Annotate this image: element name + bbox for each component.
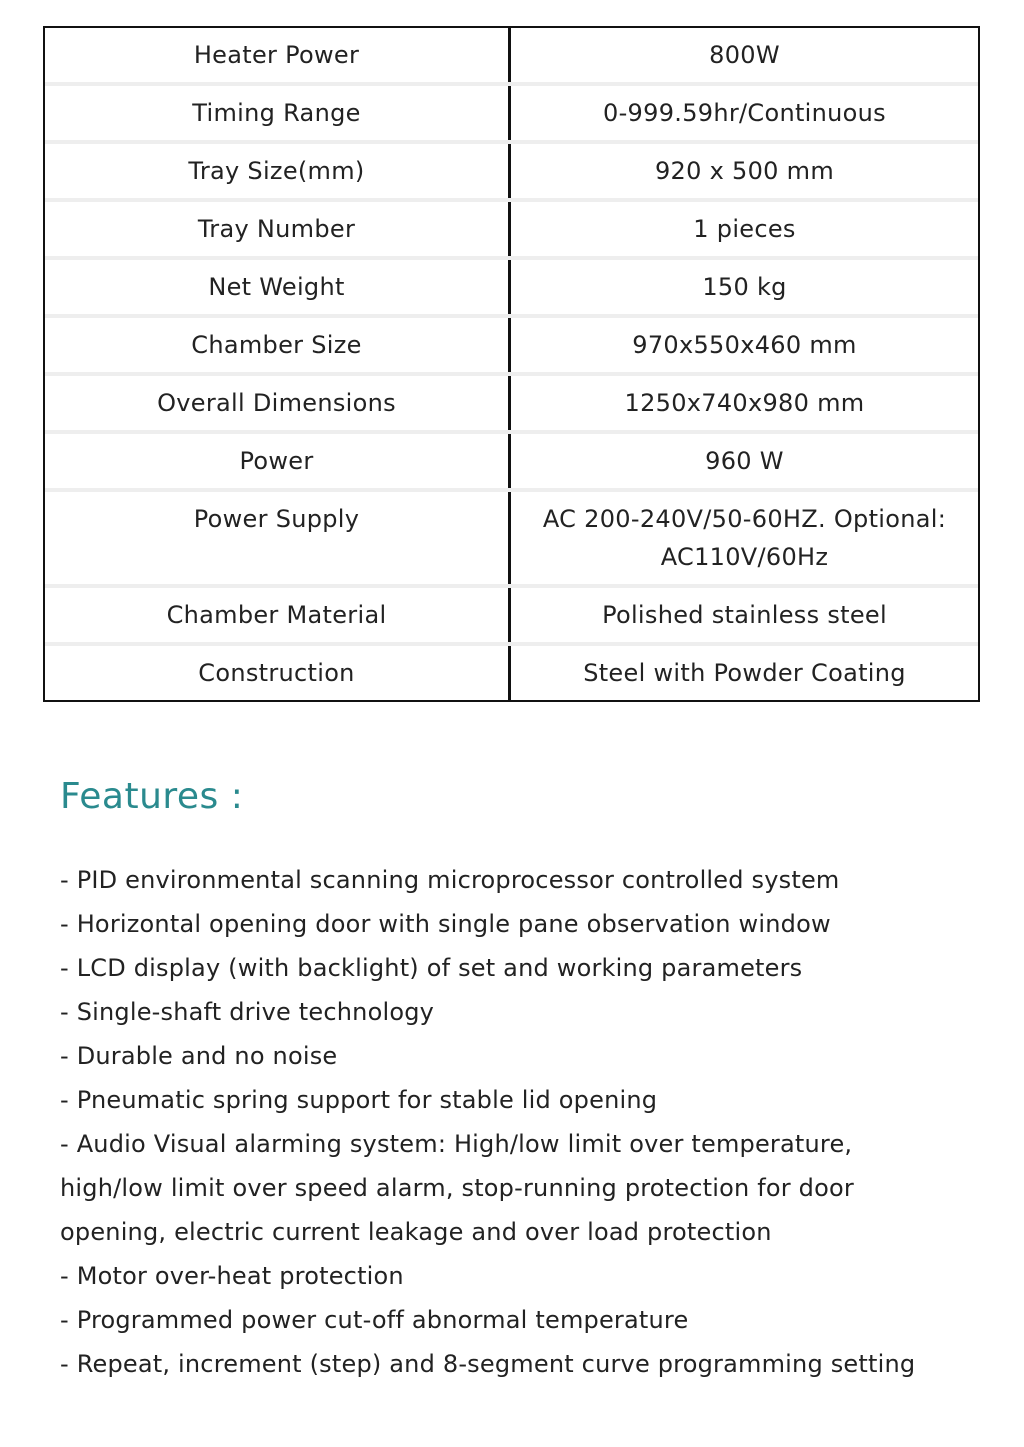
feature-item: - Motor over-heat protection [60, 1262, 404, 1290]
spec-row-chamber-size [45, 314, 978, 372]
spec-value: AC 200-240V/50-60HZ. Optional: AC110V/60Hz [542, 505, 947, 571]
spec-row-overall-dimensions [45, 372, 978, 430]
spec-row-heater-power [45, 28, 978, 82]
spec-label: Chamber Material [45, 588, 511, 642]
features-list [60, 858, 960, 1386]
feature-item: - PID environmental scanning microprocessor controlled system [60, 866, 840, 894]
spec-label: Chamber Size [45, 318, 511, 372]
spec-value: 970x550x460 mm [632, 331, 857, 359]
spec-row-construction [45, 642, 978, 700]
spec-value: 0-999.59hr/Continuous [603, 99, 886, 127]
spec-label: Construction [45, 646, 511, 700]
spec-label: Tray Number [45, 202, 511, 256]
spec-row-power-supply [45, 488, 978, 584]
spec-label: Overall Dimensions [45, 376, 511, 430]
spec-label: Timing Range [45, 86, 511, 140]
feature-item: - LCD display (with backlight) of set and working parameters [60, 954, 803, 982]
spec-value: 150 kg [702, 273, 787, 301]
spec-label: Power Supply [45, 492, 511, 584]
spec-row-tray-number [45, 198, 978, 256]
spec-value: 960 W [705, 447, 784, 475]
feature-item: - Horizontal opening door with single pane observation window [60, 910, 831, 938]
spec-value: 920 x 500 mm [654, 157, 835, 185]
spec-value: Polished stainless steel [602, 601, 887, 629]
spec-row-power [45, 430, 978, 488]
spec-row-tray-size [45, 140, 978, 198]
spec-value: 1 pieces [693, 215, 796, 243]
spec-row-timing-range [45, 82, 978, 140]
spec-value: 800W [709, 41, 780, 69]
spec-label: Tray Size(mm) [45, 144, 511, 198]
spec-label: Power [45, 434, 511, 488]
feature-item: - Repeat, increment (step) and 8-segment curve programming setting [60, 1350, 916, 1378]
spec-value: Steel with Powder Coating [583, 659, 906, 687]
spec-label: Net Weight [45, 260, 511, 314]
feature-item: - Single-shaft drive technology [60, 998, 435, 1026]
specifications-table [43, 26, 980, 702]
feature-item: - Pneumatic spring support for stable lid opening [60, 1086, 658, 1114]
spec-row-net-weight [45, 256, 978, 314]
feature-item: - Durable and no noise [60, 1042, 338, 1070]
spec-value: 1250x740x980 mm [624, 389, 865, 417]
spec-row-chamber-material [45, 584, 978, 642]
feature-item: - Audio Visual alarming system: High/low limit over temperature, high/low limit over speed alarm, stop-running protection for door opening, electric current leakage and over load protection [60, 1130, 854, 1246]
feature-item: - Programmed power cut-off abnormal temperature [60, 1306, 689, 1334]
spec-label: Heater Power [45, 28, 511, 82]
features-heading: Features : [60, 776, 244, 817]
